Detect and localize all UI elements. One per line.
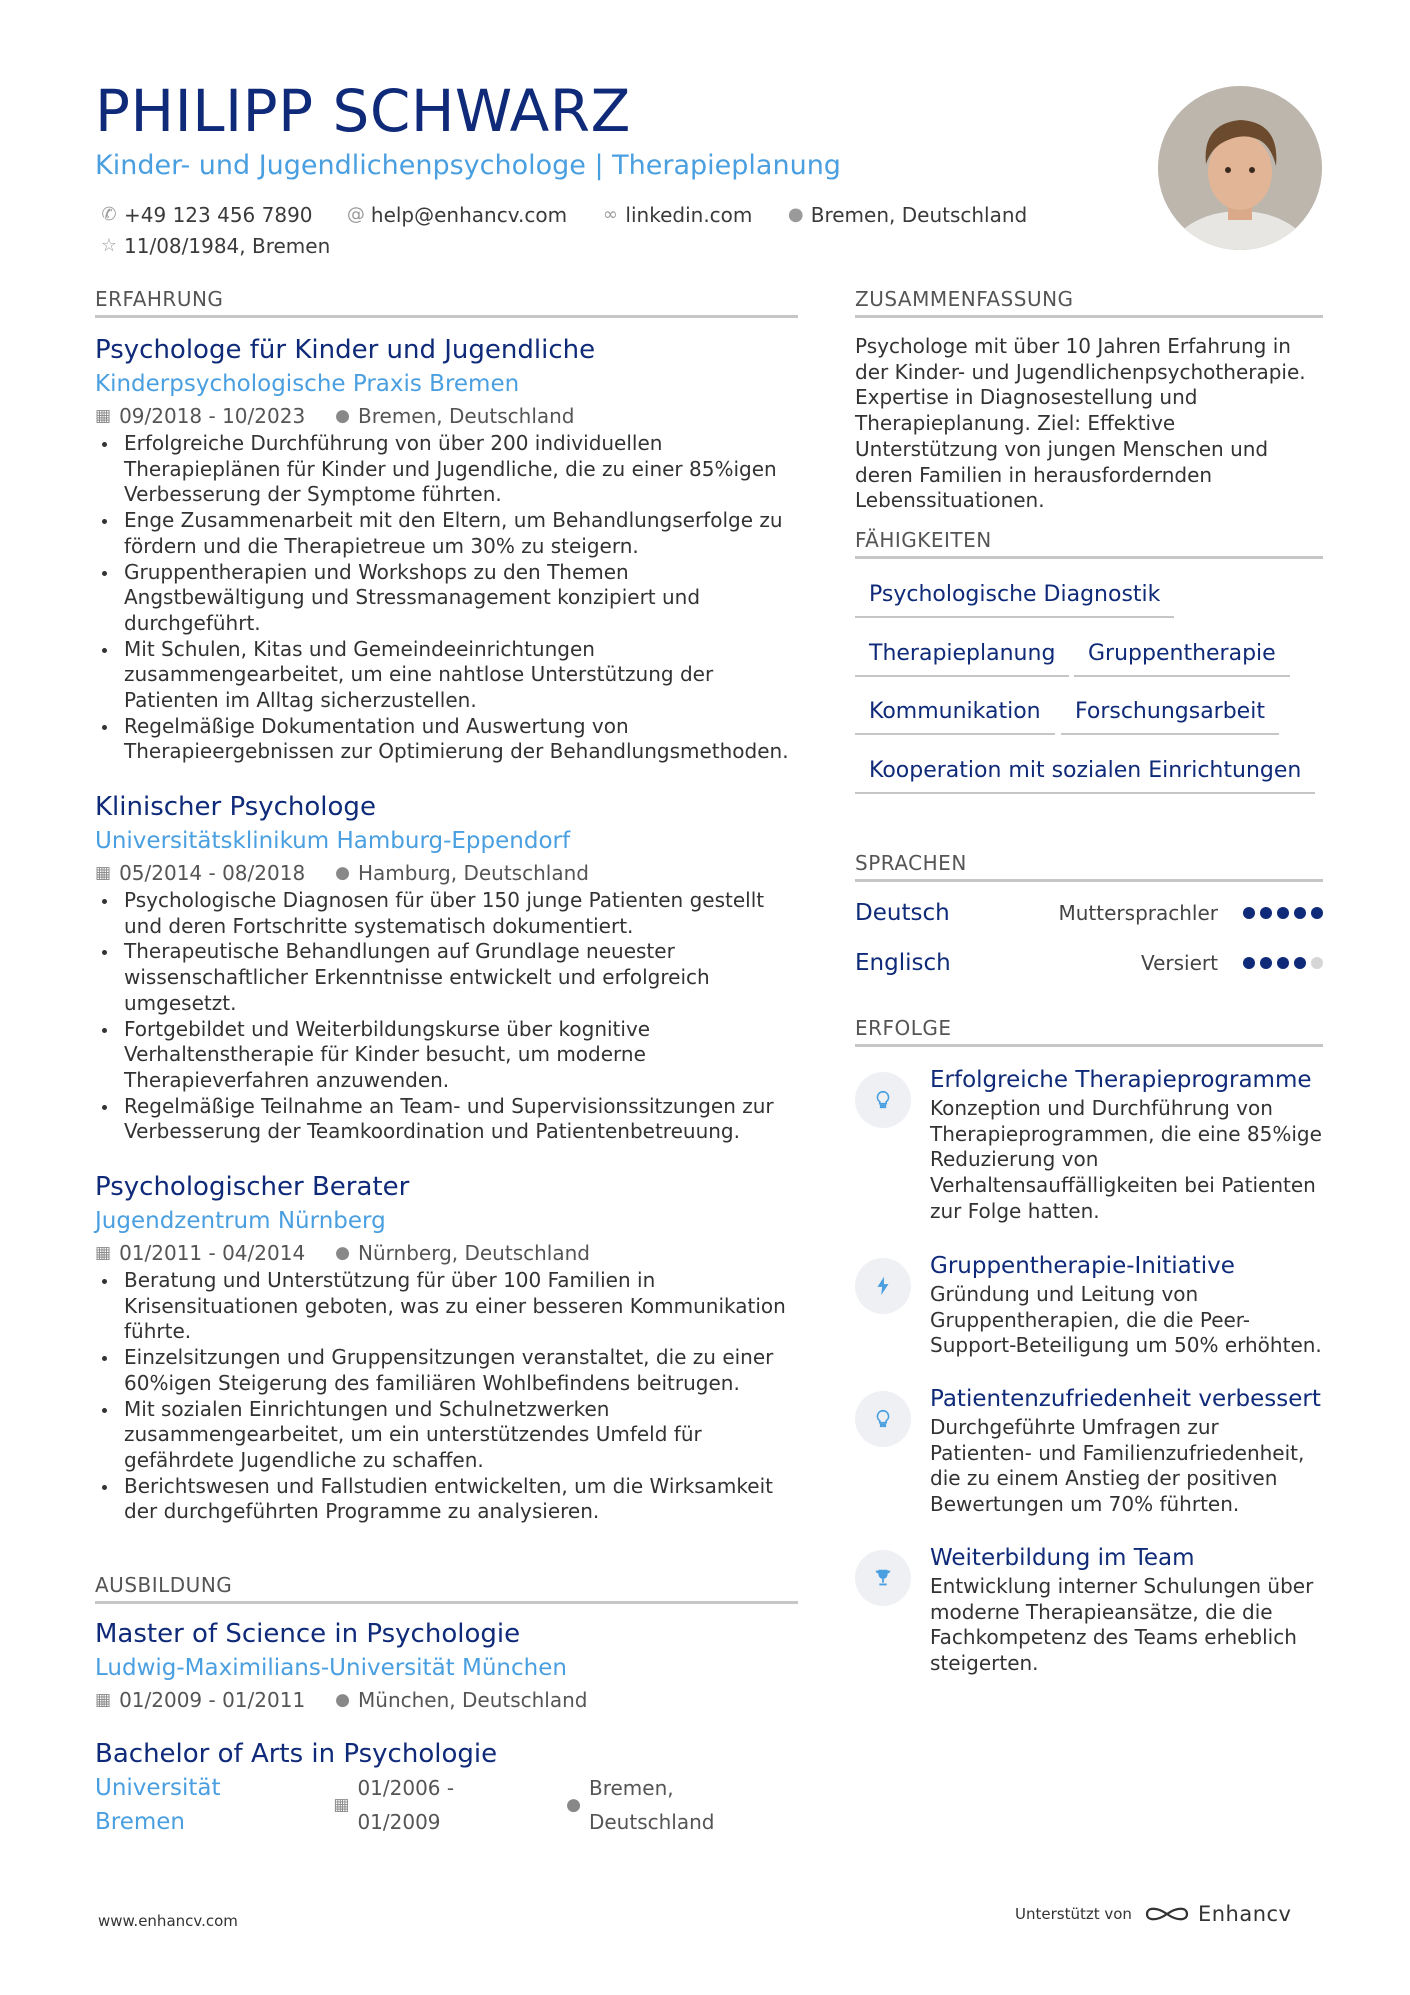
headline: Kinder- und Jugendlichenpsychologe | Therapieplanung — [95, 150, 841, 181]
skill-tag: Psychologische Diagnostik — [855, 580, 1174, 618]
list-item: Gruppentherapien und Workshops zu den Themen Angstbewältigung und Stressmanagement konzipiert und durchgeführt. — [95, 560, 798, 637]
calendar-icon: ▦ — [333, 1795, 350, 1815]
enhancv-logo-icon — [1144, 1903, 1190, 1925]
skill-tag: Kooperation mit sozialen Einrichtungen — [855, 756, 1315, 794]
degree-title: Master of Science in Psychologie — [95, 1619, 521, 1649]
company-name: Kinderpsychologische Praxis Bremen — [95, 371, 520, 397]
section-title-education: AUSBILDUNG — [95, 1573, 798, 1604]
education-dates: 01/2009 - 01/2011 — [119, 1688, 306, 1712]
rating-dot-filled — [1311, 907, 1323, 919]
job-bullets — [95, 888, 798, 1145]
email-text: help@enhancv.com — [370, 203, 568, 227]
school-name: Universität Bremen — [95, 1775, 221, 1835]
company-name: Jugendzentrum Nürnberg — [95, 1208, 386, 1234]
education-location: München, Deutschland — [358, 1688, 588, 1712]
section-title-summary: ZUSAMMENFASSUNG — [855, 287, 1323, 318]
section-title-experience: ERFAHRUNG — [95, 287, 798, 318]
education-location: Bremen, Deutschland — [588, 1776, 715, 1834]
job-location: Hamburg, Deutschland — [358, 861, 589, 885]
job-dates: 09/2018 - 10/2023 — [119, 404, 306, 428]
job-location: Bremen, Deutschland — [358, 404, 575, 428]
language-level: Versiert — [1140, 951, 1218, 975]
achievement-desc: Durchgeführte Umfragen zur Patienten- und Familienzufriedenheit, die zu einem Anstieg der positiven Bewertungen um 70% führten. — [930, 1415, 1305, 1517]
experience-item — [95, 790, 798, 1145]
achievement-item — [855, 1383, 1323, 1523]
avatar-portrait — [1158, 86, 1322, 250]
location-pin-icon: ● — [335, 1243, 351, 1263]
language-rating — [1238, 957, 1323, 969]
skill-tag: Gruppentherapie — [1074, 639, 1290, 677]
list-item: Fortgebildet und Weiterbildungskurse über kognitive Verhaltenstherapie für Kinder besucht, um moderne Therapieverfahren anzuwenden. — [95, 1017, 798, 1094]
achievement-title: Erfolgreiche Therapieprogramme — [930, 1067, 1312, 1093]
birth-text: 11/08/1984, Bremen — [124, 234, 331, 258]
achievement-title: Patientenzufriedenheit verbessert — [930, 1386, 1321, 1412]
phone-text: +49 123 456 7890 — [124, 203, 313, 227]
job-bullets — [95, 431, 798, 765]
achievement-title: Gruppentherapie-Initiative — [930, 1253, 1235, 1279]
section-title-achievements: ERFOLGE — [855, 1016, 1323, 1047]
rating-dot-filled — [1277, 907, 1289, 919]
contact-location — [787, 201, 1027, 229]
location-pin-icon: ● — [335, 863, 351, 883]
calendar-icon: ▦ — [95, 1243, 112, 1263]
contact-linkedin[interactable] — [601, 201, 752, 229]
list-item: Erfolgreiche Durchführung von über 200 individuellen Therapieplänen für Kinder und Jugendliche, die zu einer 85%igen Verbesserung der Symptome führten. — [95, 431, 798, 508]
education-item — [95, 1737, 798, 1839]
section-title-skills: FÄHIGKEITEN — [855, 528, 1323, 559]
degree-title: Bachelor of Arts in Psychologie — [95, 1739, 498, 1769]
language-name: Deutsch — [855, 900, 950, 926]
education-item — [95, 1617, 798, 1715]
language-level: Muttersprachler — [1058, 901, 1218, 925]
list-item: Mit sozialen Einrichtungen und Schulnetzwerken zusammengearbeitet, um ein unterstützendes Umfeld für gefährdete Jugendliche zu schaffen. — [95, 1397, 798, 1474]
job-bullets — [95, 1268, 798, 1525]
achievement-desc: Gründung und Leitung von Gruppentherapien, die die Peer-Support-Beteiligung um 50% erhöhten. — [930, 1282, 1322, 1358]
footer-powered-by — [1015, 1902, 1291, 1926]
skill-tag: Kommunikation — [855, 697, 1055, 735]
linkedin-text: linkedin.com — [625, 203, 753, 227]
candidate-name: PHILIPP SCHWARZ — [95, 77, 631, 145]
contact-row-2 — [100, 230, 1100, 260]
list-item: Regelmäßige Dokumentation und Auswertung von Therapieergebnissen zur Optimierung der Behandlungsmethoden. — [95, 714, 798, 765]
powered-by-text: Unterstützt von — [1015, 1905, 1132, 1923]
list-item: Psychologische Diagnosen für über 150 junge Patienten gestellt und deren Fortschritte systematisch dokumentiert. — [95, 888, 798, 939]
list-item: Mit Schulen, Kitas und Gemeindeeinrichtungen zusammengearbeitet, um eine nahtlose Unterstützung der Patienten im Alltag sicherzustellen. — [95, 637, 798, 714]
location-pin-icon: ● — [335, 406, 351, 426]
achievement-desc: Entwicklung interner Schulungen über moderne Therapieansätze, die die Fachkompetenz des Teams erheblich steigerten. — [930, 1574, 1314, 1676]
location-pin-icon: ● — [335, 1690, 351, 1710]
list-item: Regelmäßige Teilnahme an Team- und Supervisionssitzungen zur Verbesserung der Teamkoordination und Patientenbetreuung. — [95, 1094, 798, 1145]
experience-item — [95, 1170, 798, 1525]
job-title: Klinischer Psychologe — [95, 792, 376, 822]
contact-birth — [100, 232, 330, 260]
list-item: Beratung und Unterstützung für über 100 Familien in Krisensituationen geboten, was zu einer besseren Kommunikation führte. — [95, 1268, 798, 1345]
job-title: Psychologe für Kinder und Jugendliche — [95, 335, 596, 365]
rating-dot-filled — [1277, 957, 1289, 969]
education-meta — [95, 1685, 798, 1715]
achievement-item — [855, 1250, 1323, 1360]
section-title-languages: SPRACHEN — [855, 851, 1323, 882]
calendar-icon: ▦ — [95, 1690, 112, 1710]
achievement-desc: Konzeption und Durchführung von Therapieprogrammen, die eine 85%ige Reduzierung von Verhaltensauffälligkeiten bei Patienten zur Folge hatten. — [930, 1096, 1322, 1223]
job-title: Psychologischer Berater — [95, 1172, 410, 1202]
job-location: Nürnberg, Deutschland — [358, 1241, 590, 1265]
calendar-icon: ▦ — [95, 406, 112, 426]
education-dates: 01/2006 - 01/2009 — [357, 1776, 455, 1834]
footer-website[interactable]: www.enhancv.com — [98, 1912, 238, 1930]
link-icon: ∞ — [602, 204, 618, 225]
company-name: Universitätsklinikum Hamburg-Eppendorf — [95, 828, 571, 854]
rating-dot-filled — [1243, 957, 1255, 969]
language-rating — [1238, 907, 1323, 919]
rating-dot-filled — [1294, 957, 1306, 969]
location-pin-icon: ● — [787, 204, 804, 225]
rating-dot-filled — [1260, 907, 1272, 919]
list-item: Enge Zusammenarbeit mit den Eltern, um Behandlungserfolge zu fördern und die Therapietreue um 30% zu steigern. — [95, 508, 798, 559]
list-item: Einzelsitzungen und Gruppensitzungen veranstaltet, die zu einer 60%igen Steigerung des familiären Wohlbefindens beitrugen. — [95, 1345, 798, 1396]
phone-icon: ✆ — [101, 204, 117, 225]
achievement-item — [855, 1064, 1323, 1224]
job-meta — [95, 858, 798, 888]
brand-name: Enhancv — [1197, 1902, 1292, 1926]
location-pin-icon: ● — [566, 1795, 581, 1815]
rating-dot-filled — [1294, 907, 1306, 919]
achievement-item — [855, 1542, 1323, 1682]
language-row-englisch — [855, 946, 1323, 980]
language-row-deutsch — [855, 896, 1323, 930]
location-text: Bremen, Deutschland — [810, 203, 1028, 227]
at-icon: @ — [346, 204, 365, 225]
contact-phone[interactable] — [100, 201, 313, 229]
education-meta — [95, 1771, 798, 1839]
calendar-icon: ▦ — [95, 863, 112, 883]
experience-item — [95, 333, 798, 765]
list-item: Berichtswesen und Fallstudien entwickelten, um die Wirksamkeit der durchgeführten Programme zu analysieren. — [95, 1474, 798, 1525]
language-name: Englisch — [855, 950, 951, 976]
contact-email[interactable] — [347, 201, 567, 229]
job-meta — [95, 401, 798, 431]
star-icon: ☆ — [100, 235, 118, 256]
bolt-icon — [855, 1258, 911, 1314]
rating-dot-filled — [1243, 907, 1255, 919]
school-name: Ludwig-Maximilians-Universität München — [95, 1655, 567, 1681]
lightbulb-icon — [855, 1072, 911, 1128]
skill-tag: Forschungsarbeit — [1061, 697, 1279, 735]
rating-dot-filled — [1260, 957, 1272, 969]
skill-tag: Therapieplanung — [855, 639, 1069, 677]
lightbulb-icon — [855, 1391, 911, 1447]
avatar — [1158, 86, 1322, 250]
list-item: Therapeutische Behandlungen auf Grundlage neuester wissenschaftlicher Erkenntnisse entwickelt und erfolgreich umgesetzt. — [95, 939, 798, 1016]
job-dates: 01/2011 - 04/2014 — [119, 1241, 306, 1265]
contact-info — [100, 199, 1100, 260]
trophy-icon — [855, 1550, 911, 1606]
rating-dot-empty — [1311, 957, 1323, 969]
summary-text: Psychologe mit über 10 Jahren Erfahrung in der Kinder- und Jugendlichenpsychotherapie. Expertise in Diagnosestellung und Therapieplanung. Ziel: Effektive Unterstützung von jungen Menschen und deren Familien in herausfordernden Lebenssituationen. — [855, 334, 1306, 513]
achievement-title: Weiterbildung im Team — [930, 1545, 1195, 1571]
job-meta — [95, 1238, 798, 1268]
job-dates: 05/2014 - 08/2018 — [119, 861, 306, 885]
